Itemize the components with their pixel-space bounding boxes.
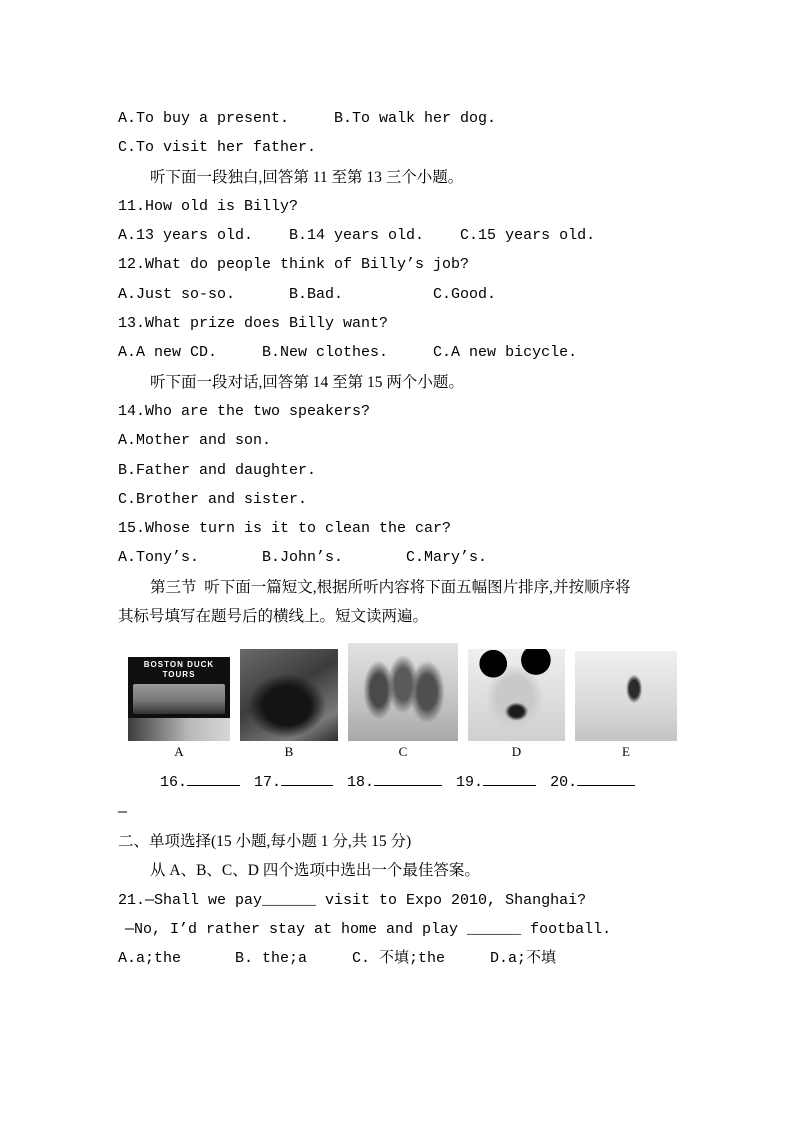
answer-blank-17 xyxy=(254,768,333,797)
option-q14-c: C.Brother and sister. xyxy=(118,490,308,508)
section2-instruction: 从 A、B、C、D 四个选项中选出一个最佳答案。 xyxy=(150,862,480,880)
section2-heading: 二、单项选择(15 小题,每小题 1 分,共 15 分) xyxy=(118,832,412,850)
figure-label-a: A xyxy=(174,744,184,760)
figure-label-c: C xyxy=(398,744,408,760)
figure-c xyxy=(348,643,458,759)
section3-instruction-line2: 其标号填写在题号后的横线上。短文读两遍。 xyxy=(118,608,429,626)
photo-people-playing-football xyxy=(348,643,458,741)
answer-line-16 xyxy=(187,773,240,786)
photo-duck-tour-bus xyxy=(128,657,230,741)
options-q13: A.A new CD. B.New clothes. C.A new bicycle. xyxy=(118,344,578,362)
question-11: 11.How old is Billy? xyxy=(118,197,299,215)
question-21-line1: 21.—Shall we pay______ visit to Expo 2010, Shanghai? xyxy=(118,891,587,909)
answer-number-16: 16. xyxy=(160,774,188,792)
options-q15: A.Tony’s. B.John’s. C.Mary’s. xyxy=(118,549,488,567)
option-q14-b: B.Father and daughter. xyxy=(118,461,317,479)
question-12: 12.What do people think of Billy’s job? xyxy=(118,256,470,274)
answer-line-18 xyxy=(374,773,442,786)
answer-blank-19 xyxy=(456,768,536,797)
photo-person-skiing-snow xyxy=(575,651,677,741)
answer-blank-16 xyxy=(160,768,240,797)
answer-line-19 xyxy=(483,773,536,786)
figure-d xyxy=(468,649,565,759)
question-14: 14.Who are the two speakers? xyxy=(118,402,371,420)
answer-number-18: 18. xyxy=(347,774,375,792)
options-q12: A.Just so-so. B.Bad. C.Good. xyxy=(118,285,497,303)
picture-row xyxy=(128,643,748,759)
figure-b xyxy=(240,649,338,759)
section3-instruction-line1: 第三节 听下面一篇短文,根据所听内容将下面五幅图片排序,并按顺序将 xyxy=(150,578,631,596)
answer-number-19: 19. xyxy=(456,774,484,792)
figure-a xyxy=(128,657,230,759)
answer-number-20: 20. xyxy=(550,774,578,792)
options-q11: A.13 years old. B.14 years old. C.15 years old. xyxy=(118,227,596,245)
instruction-dialogue-14-15: 听下面一段对话,回答第 14 至第 15 两个小题。 xyxy=(150,373,464,391)
figure-e xyxy=(575,651,677,759)
question-21-line2: —No, I’d rather stay at home and play ______ football. xyxy=(125,920,612,938)
answer-line-17 xyxy=(281,773,333,786)
question-15: 15.Whose turn is it to clean the car? xyxy=(118,520,452,538)
answer-line-20 xyxy=(577,773,635,786)
figure-label-d: D xyxy=(511,744,522,760)
answer-blank-20 xyxy=(550,768,635,797)
bus-shape xyxy=(133,684,225,714)
road-shape xyxy=(128,718,230,741)
figure-label-b: B xyxy=(284,744,294,760)
answer-number-17: 17. xyxy=(254,774,282,792)
photo-a-caption: BOSTON DUCK TOURS xyxy=(143,660,215,680)
photo-person-mouse-ears xyxy=(468,649,565,741)
options-q10-ab: A.To buy a present. B.To walk her dog. xyxy=(118,110,497,127)
figure-label-e: E xyxy=(622,744,630,760)
instruction-monologue-11-13: 听下面一段独白,回答第 11 至第 13 三个小题。 xyxy=(150,168,464,186)
answer-blank-18 xyxy=(347,768,442,797)
option-q10-c: C.To visit her father. xyxy=(118,139,317,157)
stray-dash: — xyxy=(118,803,128,821)
answer-blanks-row xyxy=(160,768,748,797)
options-q21: A.a;the B. the;a C. 不填;the D.a;不填 xyxy=(118,950,557,968)
question-13: 13.What prize does Billy want? xyxy=(118,315,389,333)
photo-person-crouching xyxy=(240,649,338,741)
option-q14-a: A.Mother and son. xyxy=(118,432,272,450)
